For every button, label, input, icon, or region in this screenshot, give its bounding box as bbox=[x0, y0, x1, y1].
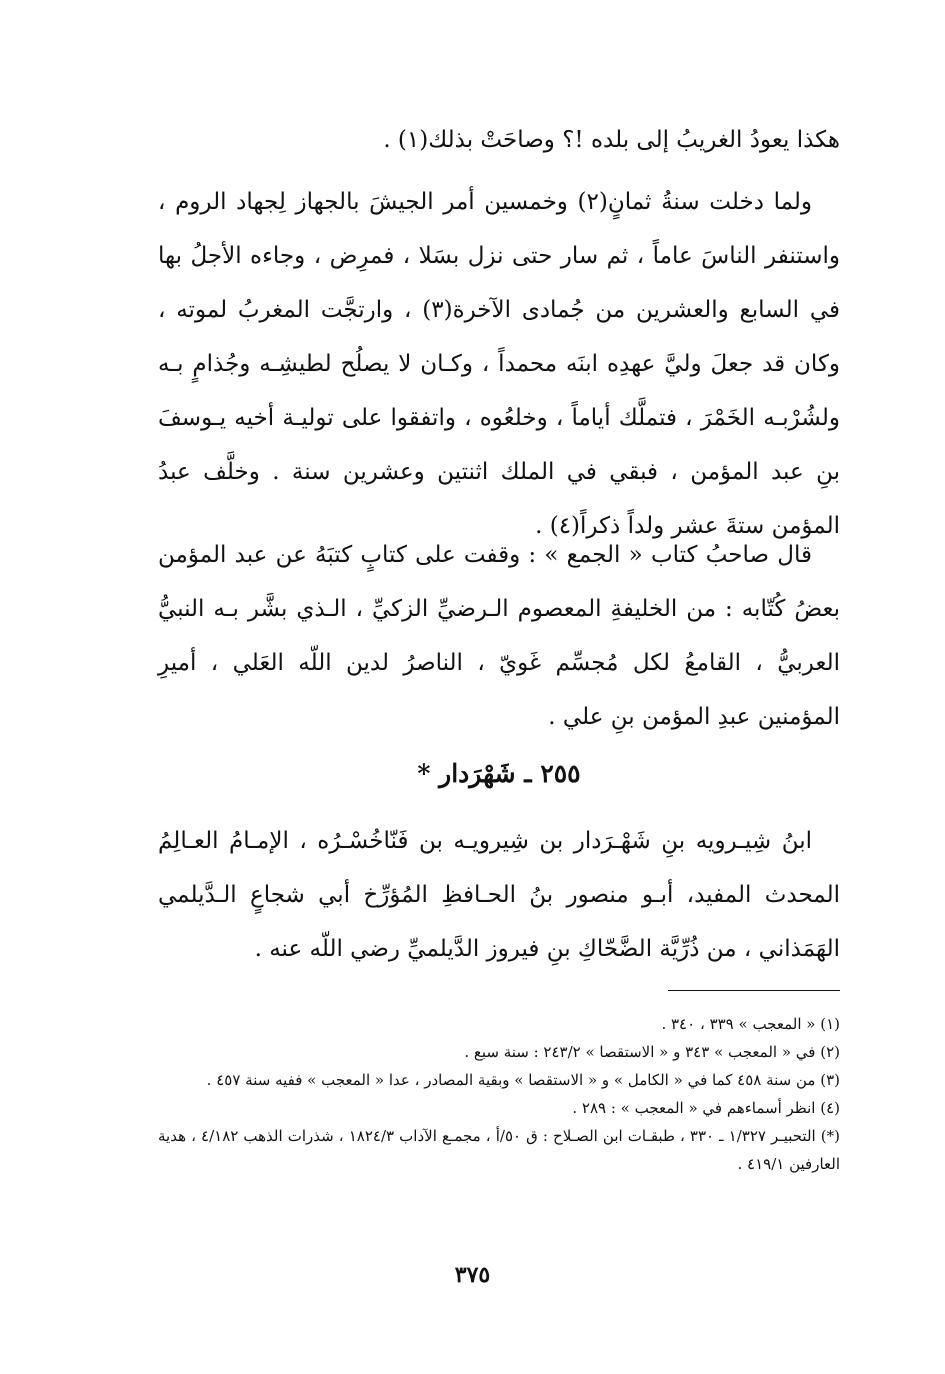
death-paragraph bbox=[158, 175, 840, 553]
footnote-2: (٢) في « المعجب » ٣٤٣ و « الاستقصا » ٢٤٣/٢ : سنة سبع . bbox=[464, 1043, 840, 1061]
page-number: ٣٧٥ bbox=[454, 1262, 491, 1288]
shahrdar-paragraph-text: ابنُ شِيـرويه بنِ شَهْـرَدار بن شِيرويـه بن فَنّاخُسْـرُه ، الإمـامُ العـالِمُ المحدث المفيد، أبـو منصور بنُ الحـافظِ المُؤرِّخ أبي شجاعٍ الـدَّيلمي الهَمَذاني ، من ذُرِّيَّة الضَّحّاكِ بنِ فيروز الدَّيلميِّ رضي اللّه عنه . bbox=[158, 828, 840, 962]
opening-paragraph bbox=[158, 113, 840, 167]
footnote-divider bbox=[668, 990, 840, 991]
footnote-star: (*) التحبيـر ١/٣٢٧ ـ ٣٣٠ ، طبقـات ابن الصـلاح : ق ٥٠/أ ، مجمـع الآداب ١٨٢٤/٣ ، شذرات الذهب ٤/١٨٢ ، هدية العارفين ٤١٩/١ . bbox=[158, 1127, 840, 1173]
jam-paragraph-text: قال صاحبُ كتاب « الجمع » : وقفت على كتابٍ كتبَهُ عن عبد المؤمن بعضُ كُتّابه : من الخليفةِ المعصوم الـرضيِّ الزكيِّ ، الـذي بشَّر بـه النبيُّ العربيُّ ، القامعُ لكل مُجسِّم غَويّ ، الناصرُ لدين اللّه العَلي ، أميرِ المؤمنين عبدِ المؤمن بنِ علي . bbox=[158, 542, 840, 730]
footnotes bbox=[158, 1010, 840, 1178]
opening-line: هكذا يعودُ الغريبُ إلى بلده !؟ وصاحَتْ بذلك(١) . bbox=[383, 127, 840, 153]
death-paragraph-text: ولما دخلت سنةُ ثمانٍ(٢) وخمسين أمر الجيشَ بالجهاز لِجهاد الروم ، واستنفر الناسَ عاماً ، ثم سار حتى نزل بسَلا ، فمرِض ، وجاءه الأجلُ بها في السابع والعشرين من جُمادى الآخرة(٣) ، وارتجَّت المغربُ لموته ، وكان قد جعلَ وليَّ عهدِه ابنَه محمداً ، وكـان لا يصلُح لطيشِـه وجُذامٍ بـه ولشُرْبـه الخَمْرَ ، فتملَّك أياماً ، وخلعُوه ، واتفقوا على توليـة أخيه يـوسفَ بنِ عبد المؤمن ، فبقي في الملك اثنتين وعشرين سنة . وخلَّف عبدُ المؤمن ستةَ عشر ولداً ذكراً(٤) . bbox=[158, 189, 840, 539]
jam-paragraph bbox=[158, 528, 840, 744]
entry-title: ٢٥٥ ـ شَهْرَدار * bbox=[417, 759, 581, 788]
shahrdar-paragraph bbox=[158, 814, 840, 976]
footnote-4: (٤) انظر أسماءهم في « المعجب » : ٢٨٩ . bbox=[572, 1099, 840, 1117]
footnote-1: (١) « المعجب » ٣٣٩ ، ٣٤٠ . bbox=[661, 1015, 840, 1033]
footnote-3: (٣) من سنة ٤٥٨ كما في « الكامل » و « الاستقصا » وبقية المصادر ، عدا « المعجب » ففيه سنة ٤٥٧ . bbox=[206, 1071, 840, 1089]
